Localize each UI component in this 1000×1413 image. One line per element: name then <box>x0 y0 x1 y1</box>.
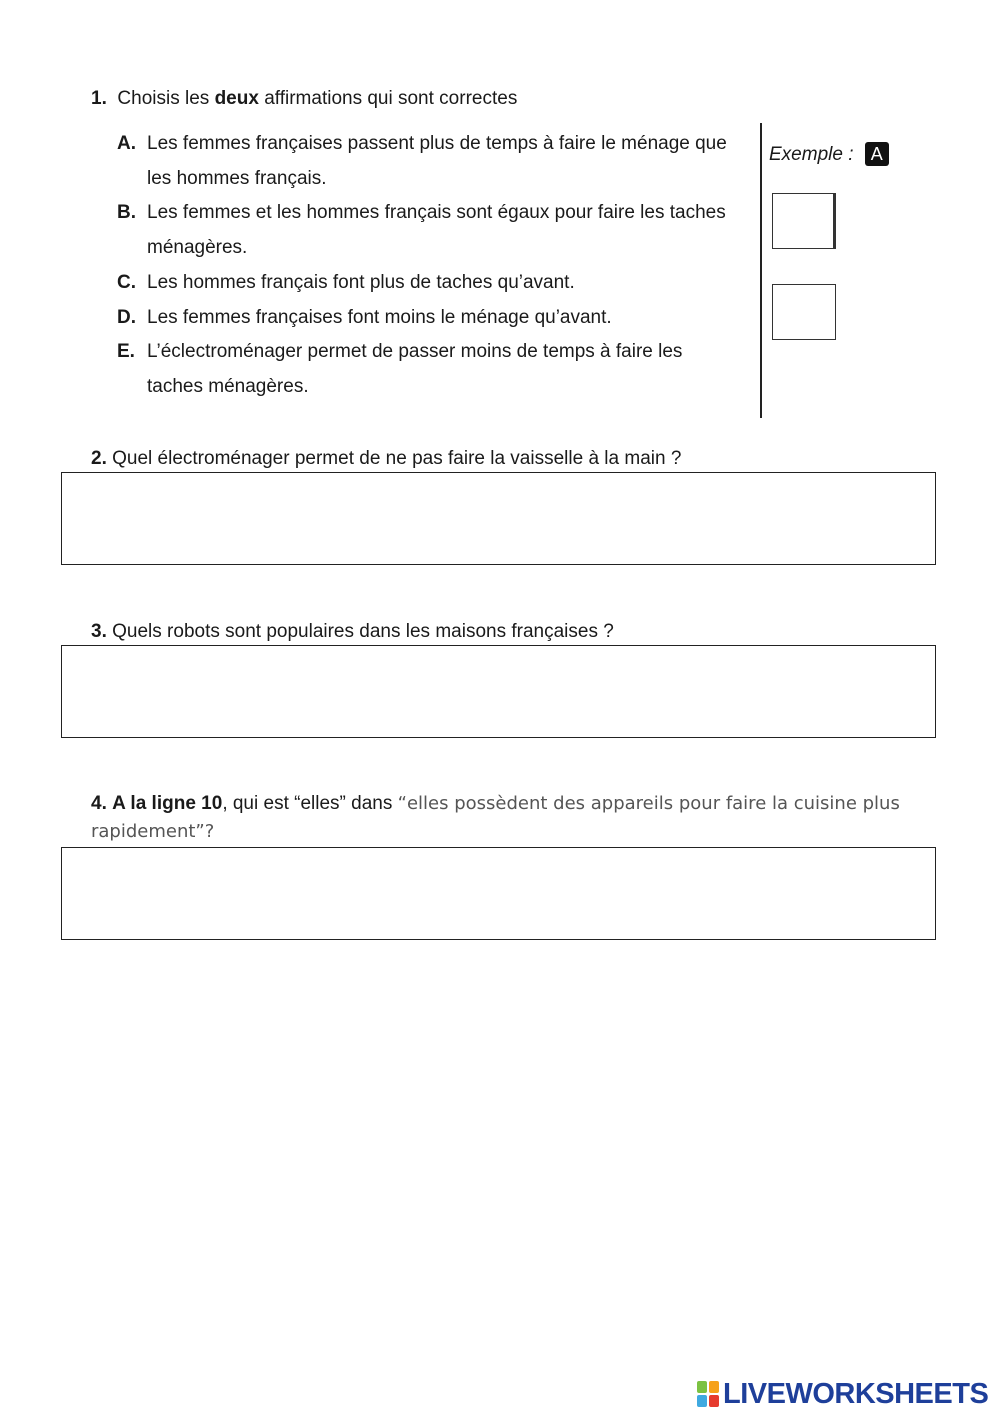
q1-option-d <box>117 300 737 335</box>
logo-text: LIVEWORKSHEETS <box>723 1377 989 1410</box>
q1-option-b <box>117 195 737 265</box>
q2-text: Quel électroménager permet de ne pas faire la vaisselle à la main ? <box>112 448 682 469</box>
q1-text-before: Choisis les <box>117 88 210 109</box>
option-text: Les femmes et les hommes français sont égaux pour faire les taches ménagères. <box>147 202 726 258</box>
option-text: Les femmes françaises passent plus de temps à faire le ménage que les hommes français. <box>147 133 727 189</box>
q2-prompt <box>91 447 681 471</box>
example-letter-badge: A <box>865 142 889 166</box>
q1-option-a <box>117 126 737 196</box>
answer-column-divider <box>760 123 762 418</box>
liveworksheets-logo <box>697 1377 988 1411</box>
q4-prompt-line1 <box>91 792 900 816</box>
q4-answer-field[interactable] <box>61 847 936 940</box>
option-letter: E. <box>117 341 135 362</box>
q1-option-e <box>117 334 737 404</box>
option-text: Les hommes français font plus de taches qu’avant. <box>147 272 575 293</box>
q4-number: 4. <box>91 793 107 814</box>
option-letter: B. <box>117 202 136 223</box>
option-text: L’éclectroménager permet de passer moins de temps à faire les taches ménagères. <box>147 341 683 397</box>
q1-number: 1. <box>91 88 107 109</box>
q1-prompt <box>91 87 517 111</box>
q3-text: Quels robots sont populaires dans les maisons françaises ? <box>112 621 614 642</box>
q4-text-mid: , qui est “elles” dans <box>222 793 398 814</box>
option-letter: C. <box>117 272 136 293</box>
q4-quote-line2: rapidement”? <box>91 821 215 842</box>
q1-option-c <box>117 265 737 300</box>
q4-quote-line1: “elles possèdent des appareils pour faire la cuisine plus <box>397 793 900 814</box>
example-label <box>769 140 889 170</box>
q3-answer-field[interactable] <box>61 645 936 738</box>
q1-text-bold: deux <box>214 88 259 109</box>
q4-prompt-line2 <box>91 820 214 844</box>
q4-bold-ref: A la ligne 10 <box>112 793 223 814</box>
q1-answer-box-2[interactable] <box>772 284 836 340</box>
option-letter: D. <box>117 307 136 328</box>
q3-prompt <box>91 620 614 644</box>
example-text: Exemple : <box>769 144 854 165</box>
q3-number: 3. <box>91 621 107 642</box>
option-text: Les femmes françaises font moins le ménage qu’avant. <box>147 307 612 328</box>
liveworksheets-logo-icon <box>697 1381 719 1407</box>
q2-number: 2. <box>91 448 107 469</box>
q1-text-after: affirmations qui sont correctes <box>264 88 518 109</box>
q2-answer-field[interactable] <box>61 472 936 565</box>
q1-answer-box-1[interactable] <box>772 193 836 249</box>
option-letter: A. <box>117 133 136 154</box>
